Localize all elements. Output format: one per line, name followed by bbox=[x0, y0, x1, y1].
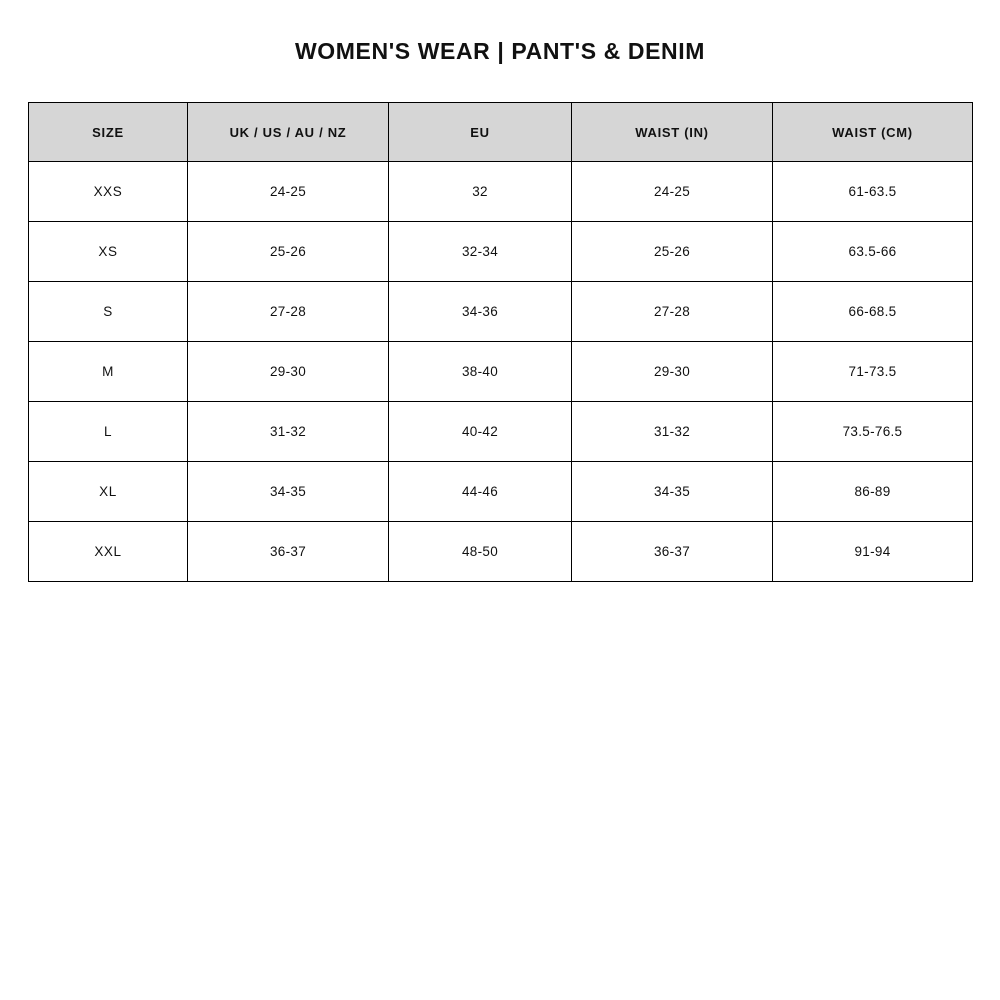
cell-waist-in: 29-30 bbox=[572, 342, 773, 402]
table-header bbox=[29, 103, 973, 162]
cell-size: XXL bbox=[29, 522, 188, 582]
cell-uk-us-au-nz: 36-37 bbox=[188, 522, 389, 582]
table-row bbox=[29, 222, 973, 282]
cell-eu: 40-42 bbox=[389, 402, 572, 462]
cell-waist-cm: 66-68.5 bbox=[773, 282, 973, 342]
cell-uk-us-au-nz: 27-28 bbox=[188, 282, 389, 342]
column-header-eu: EU bbox=[389, 103, 572, 162]
cell-waist-cm: 63.5-66 bbox=[773, 222, 973, 282]
cell-size: XXS bbox=[29, 162, 188, 222]
cell-waist-cm: 71-73.5 bbox=[773, 342, 973, 402]
cell-waist-in: 25-26 bbox=[572, 222, 773, 282]
table-row bbox=[29, 282, 973, 342]
cell-eu: 44-46 bbox=[389, 462, 572, 522]
cell-waist-in: 31-32 bbox=[572, 402, 773, 462]
table-row bbox=[29, 522, 973, 582]
cell-size: XS bbox=[29, 222, 188, 282]
cell-waist-cm: 73.5-76.5 bbox=[773, 402, 973, 462]
cell-eu: 32 bbox=[389, 162, 572, 222]
cell-uk-us-au-nz: 29-30 bbox=[188, 342, 389, 402]
cell-uk-us-au-nz: 24-25 bbox=[188, 162, 389, 222]
table-body bbox=[29, 162, 973, 582]
page-title: WOMEN'S WEAR | PANT'S & DENIM bbox=[294, 38, 705, 64]
table-row bbox=[29, 402, 973, 462]
cell-waist-cm: 91-94 bbox=[773, 522, 973, 582]
cell-size: M bbox=[29, 342, 188, 402]
column-header-waist-in: WAIST (IN) bbox=[572, 103, 773, 162]
cell-waist-in: 27-28 bbox=[572, 282, 773, 342]
cell-eu: 34-36 bbox=[389, 282, 572, 342]
cell-uk-us-au-nz: 34-35 bbox=[188, 462, 389, 522]
table-row bbox=[29, 162, 973, 222]
cell-eu: 32-34 bbox=[389, 222, 572, 282]
size-chart-table bbox=[28, 102, 973, 582]
cell-waist-in: 24-25 bbox=[572, 162, 773, 222]
cell-waist-in: 34-35 bbox=[572, 462, 773, 522]
cell-uk-us-au-nz: 31-32 bbox=[188, 402, 389, 462]
cell-waist-cm: 86-89 bbox=[773, 462, 973, 522]
cell-size: L bbox=[29, 402, 188, 462]
column-header-waist-cm: WAIST (CM) bbox=[773, 103, 973, 162]
cell-size: S bbox=[29, 282, 188, 342]
size-chart-table-container bbox=[28, 102, 972, 582]
table-header-row bbox=[29, 103, 973, 162]
cell-uk-us-au-nz: 25-26 bbox=[188, 222, 389, 282]
cell-waist-cm: 61-63.5 bbox=[773, 162, 973, 222]
cell-eu: 48-50 bbox=[389, 522, 572, 582]
cell-eu: 38-40 bbox=[389, 342, 572, 402]
cell-size: XL bbox=[29, 462, 188, 522]
column-header-size: SIZE bbox=[29, 103, 188, 162]
column-header-uk-us-au-nz: UK / US / AU / NZ bbox=[188, 103, 389, 162]
table-row bbox=[29, 462, 973, 522]
table-row bbox=[29, 342, 973, 402]
cell-waist-in: 36-37 bbox=[572, 522, 773, 582]
